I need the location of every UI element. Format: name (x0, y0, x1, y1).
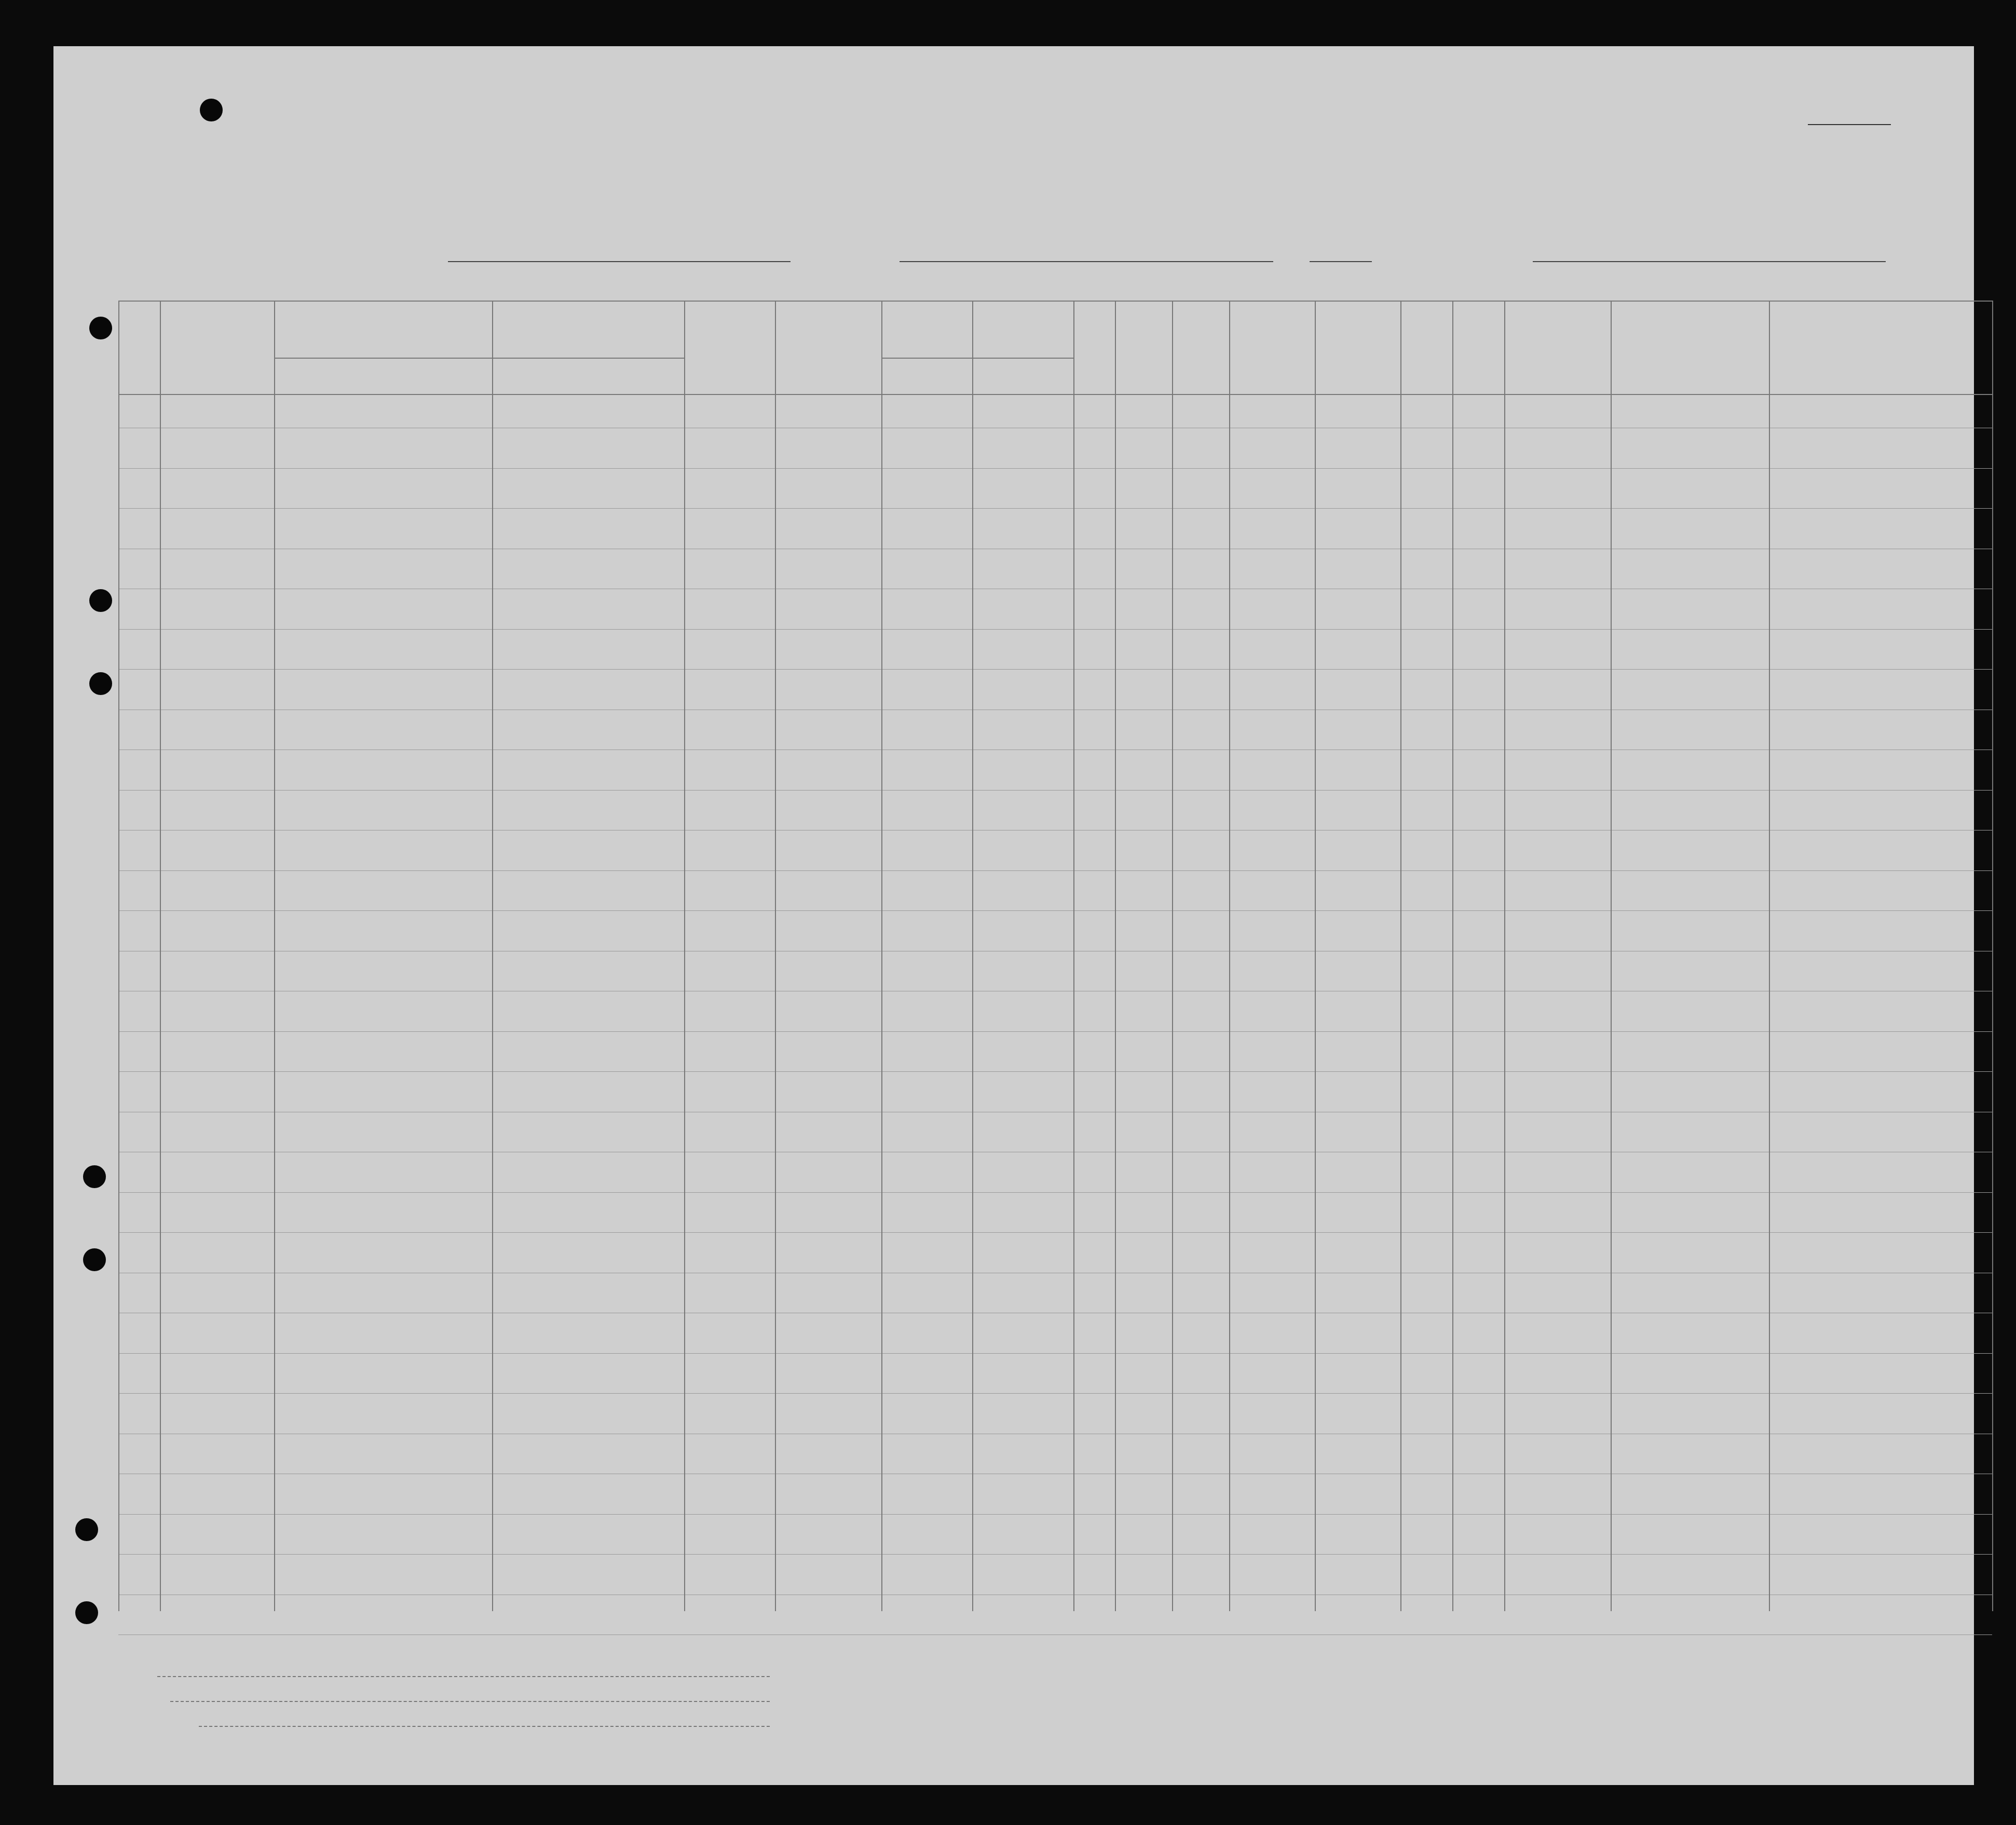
column-divider (1115, 301, 1116, 1611)
punch-hole (200, 99, 223, 121)
row-rule (118, 1353, 1992, 1354)
column-divider (1315, 301, 1316, 1611)
sheet-number (1808, 114, 1891, 128)
punch-hole (83, 1248, 106, 1271)
column-divider (274, 301, 275, 1611)
punch-hole (83, 1165, 106, 1188)
punch-hole (89, 317, 112, 339)
row-rule (118, 870, 1992, 871)
manifest-sheet (53, 46, 1974, 1785)
table-top-border (118, 301, 1992, 302)
column-divider (118, 301, 119, 1611)
punch-hole (75, 1601, 98, 1624)
row-rule (118, 1071, 1992, 1072)
row-rule (118, 1192, 1992, 1193)
row-rule (118, 508, 1992, 509)
column-divider (775, 301, 776, 1611)
row-rule (118, 1514, 1992, 1515)
column-divider (1172, 301, 1173, 1611)
row-rule (118, 790, 1992, 791)
column-divider (160, 301, 161, 1611)
column-divider (1073, 301, 1074, 1611)
row-rule (118, 669, 1992, 670)
sheet-number-blank (1808, 124, 1891, 125)
row-rule (118, 910, 1992, 911)
punch-hole (89, 672, 112, 695)
column-divider (1992, 301, 1993, 1611)
punch-hole (75, 1518, 98, 1541)
given-name-divider (492, 358, 493, 1611)
column-divider (1504, 301, 1505, 1611)
row-rule (118, 629, 1992, 630)
column-divider (684, 301, 685, 1611)
column-divider (1769, 301, 1770, 1611)
column-divider (881, 301, 882, 1611)
row-rule (118, 1554, 1992, 1555)
row-rule (118, 1232, 1992, 1233)
punch-hole (89, 589, 112, 612)
row-rule (118, 468, 1992, 469)
column-divider (1452, 301, 1453, 1611)
row-rule (118, 1031, 1992, 1032)
where-divider (972, 358, 973, 1611)
row-rule (118, 1393, 1992, 1394)
name-subheader-rule (274, 358, 684, 359)
header-bottom-border (118, 394, 1992, 395)
column-divider (1611, 301, 1612, 1611)
shipped-subheader-rule (881, 358, 1073, 359)
column-divider (1400, 301, 1401, 1611)
column-divider (1229, 301, 1230, 1611)
crew-manifest-table (118, 246, 1992, 1699)
